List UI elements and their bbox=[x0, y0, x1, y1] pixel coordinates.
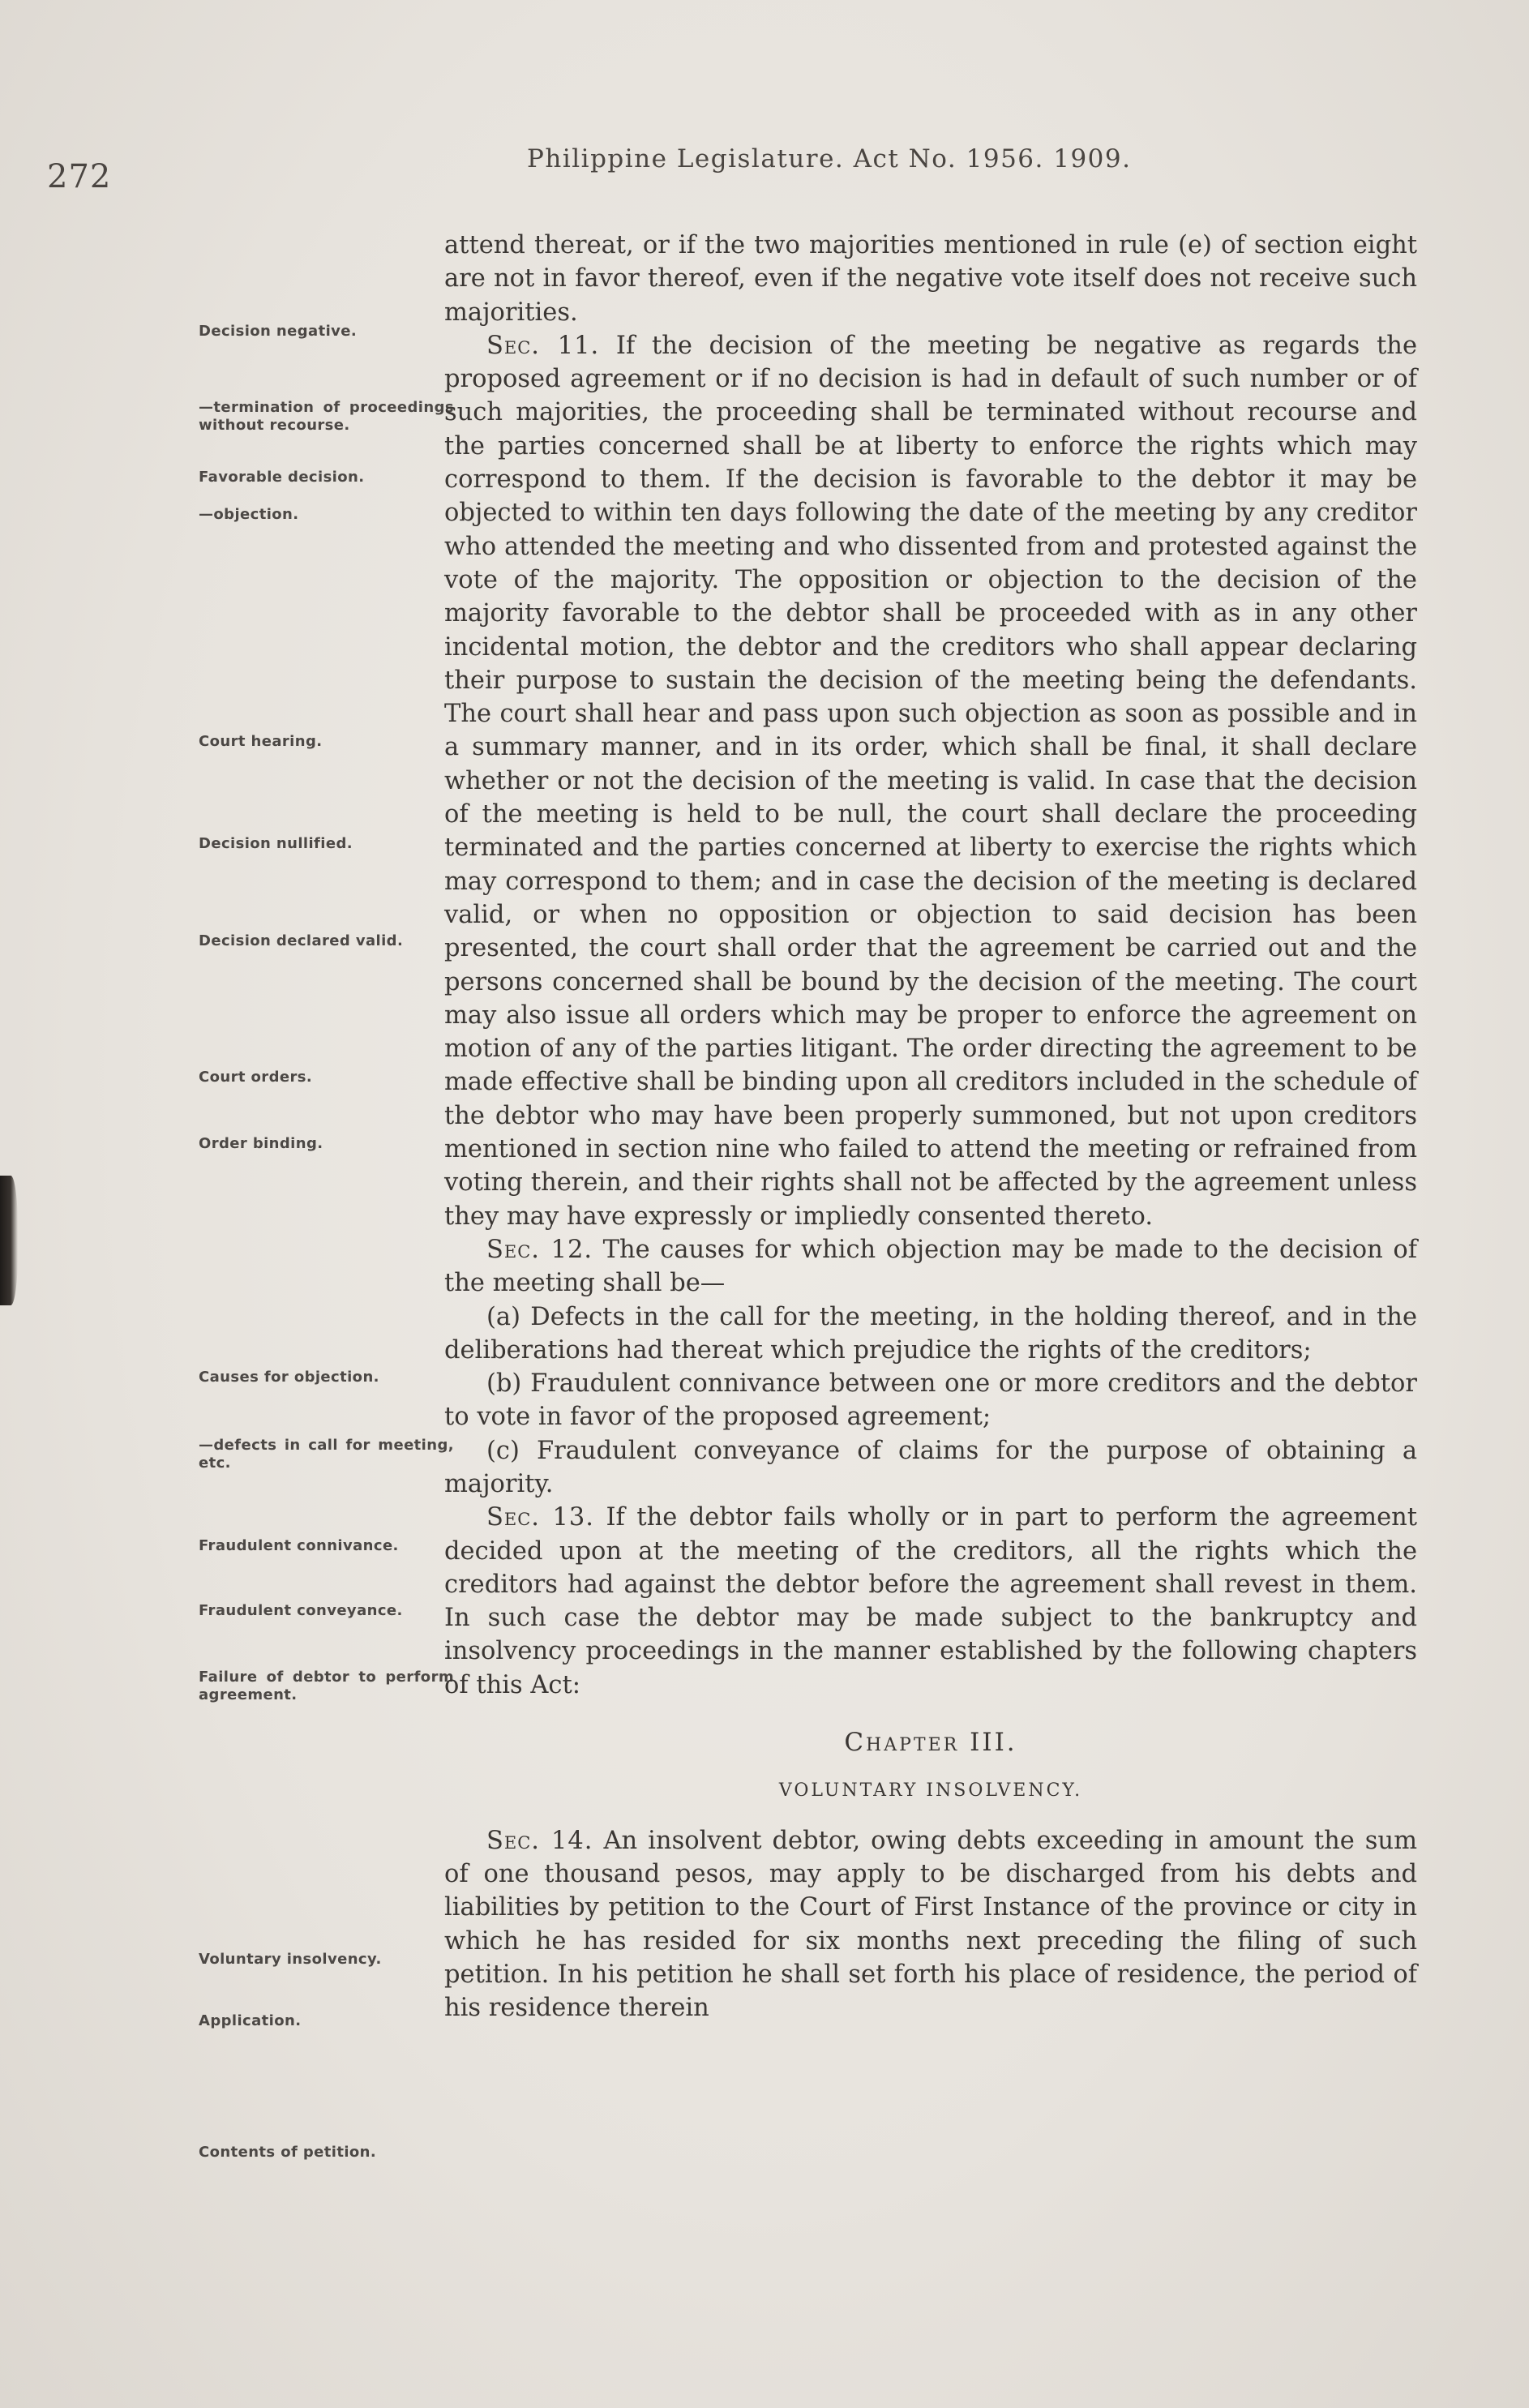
margin-note-decision-negative: Decision negative. bbox=[199, 323, 358, 340]
margin-note-defects-in-call: —defects in call for meeting, etc. bbox=[199, 1437, 454, 1472]
margin-note-objection: —objection. bbox=[199, 506, 299, 523]
chapter-title: Chapter III. bbox=[844, 1728, 1017, 1758]
margin-note-decision-nullified: Decision nullified. bbox=[199, 835, 353, 852]
section-text: If the decision of the meeting be negative as regards the proposed agreement or if no decision is had in default of such number or of such majorities, the proceeding shall be terminated without recourse and the parties concerned shall be at liberty to enforce the rights which may correspond to them. If the decision is favorable to the debtor it may be objected to within ten days following the date of the meeting by any creditor who attended the meeting and who dissented from and protested against the vote of the majority. The opposition or objection to the decision of the majority favorable to the debtor shall be proceeded with as in any other incidental motion, the debtor and the creditors who shall appear declaring their purpose to sustain the decision of the meeting being the defendants. The court shall hear and pass upon such objection as soon as possible and in a summary manner, and in its order, which shall be final, it shall declare whether or not the decision of the meeting is valid. In case that the decision of the meeting is held to be null, the court shall declare the proceeding terminated and the parties concerned at liberty to exercise the rights which may correspond to them; and in case the decision of the meeting is declared valid, or when no opposition or objection to said decision has been presented, the court shall order that the agreement be carried out and the persons concerned shall be bound by the decision of the meeting. The court may also issue all orders which may be proper to enforce the agreement on motion of any of the parties litigant. The order directing the agreement to be made effective shall be binding upon all creditors included in the schedule of the debtor who may have been properly summoned, but not upon creditors mentioned in section nine who failed to attend the meeting or refrained from voting therein, and their rights shall not be affected by the agreement unless they may have expressly or impliedly consented thereto. bbox=[444, 331, 1417, 1231]
margin-note-court-orders: Court orders. bbox=[199, 1069, 313, 1086]
section-12 bbox=[444, 1233, 1417, 1300]
margin-note-court-hearing: Court hearing. bbox=[199, 733, 323, 750]
section-label: Sec. 11. bbox=[486, 331, 600, 360]
margin-note-decision-declared-valid: Decision declared valid. bbox=[199, 932, 404, 949]
margin-note-voluntary-insolvency: Voluntary insolvency. bbox=[199, 1951, 382, 1968]
clause-c: (c) Fraudulent conveyance of claims for the purpose of obtaining a majority. bbox=[444, 1436, 1417, 1498]
clause-b: (b) Fraudulent connivance between one or more creditors and the debtor to vote in favor of the proposed agreement; bbox=[444, 1369, 1417, 1432]
chapter-subtitle: VOLUNTARY INSOLVENCY. bbox=[778, 1780, 1083, 1802]
margin-note-failure-to-perform: Failure of debtor to perform agreement. bbox=[199, 1669, 454, 1703]
binding-shadow bbox=[0, 1176, 18, 1305]
section-text: The causes for which objection may be made to the decision of the meeting shall be— bbox=[444, 1235, 1417, 1298]
section-text: An insolvent debtor, owing debts exceeding in amount the sum of one thousand pesos, may apply to be discharged from his debts and liabilities by petition to the Court of First Instance of the province or city in which he has resided for six months next preceding the filing of such petition. In his petition he shall set forth his place of residence, the period of his residence therein bbox=[444, 1826, 1417, 2023]
section-label: Sec. 13. bbox=[486, 1503, 594, 1532]
margin-note-fraudulent-conveyance: Fraudulent conveyance. bbox=[199, 1602, 403, 1619]
section-14 bbox=[444, 1824, 1417, 2025]
margin-note-contents-of-petition: Contents of petition. bbox=[199, 2144, 377, 2161]
margin-note-favorable-decision: Favorable decision. bbox=[199, 469, 365, 486]
margin-note-termination: —termination of proceedings without recourse. bbox=[199, 399, 454, 434]
page-number: 272 bbox=[47, 158, 112, 195]
paragraph-continuation: attend thereat, or if the two majorities mentioned in rule (e) of section eight are not in favor thereof, even if the negative vote itself does not receive such majorities. bbox=[444, 231, 1417, 327]
body-text bbox=[444, 229, 1417, 2025]
section-label: Sec. 14. bbox=[486, 1826, 593, 1855]
section-11 bbox=[444, 329, 1417, 1233]
section-text: If the debtor fails wholly or in part to perform the agreement decided upon at the meeting of the creditors, all the rights which the creditors had against the debtor before the agreement shall revest in them. In such case the debtor may be made subject to the bankruptcy and insolvency proceedings in the manner established by the following chapters of this Act: bbox=[444, 1503, 1418, 1699]
margin-note-fraudulent-connivance: Fraudulent connivance. bbox=[199, 1537, 399, 1554]
clause-a: (a) Defects in the call for the meeting, in the holding thereof, and in the deliberations had thereat which prejudice the rights of the creditors; bbox=[444, 1302, 1417, 1365]
section-label: Sec. 12. bbox=[486, 1235, 593, 1264]
margin-note-causes-for-objection: Causes for objection. bbox=[199, 1369, 379, 1386]
margin-note-order-binding: Order binding. bbox=[199, 1135, 323, 1152]
margin-note-application: Application. bbox=[199, 2012, 302, 2029]
running-head: Philippine Legislature. Act No. 1956. 1909. bbox=[527, 144, 1132, 174]
section-13 bbox=[444, 1501, 1417, 1702]
